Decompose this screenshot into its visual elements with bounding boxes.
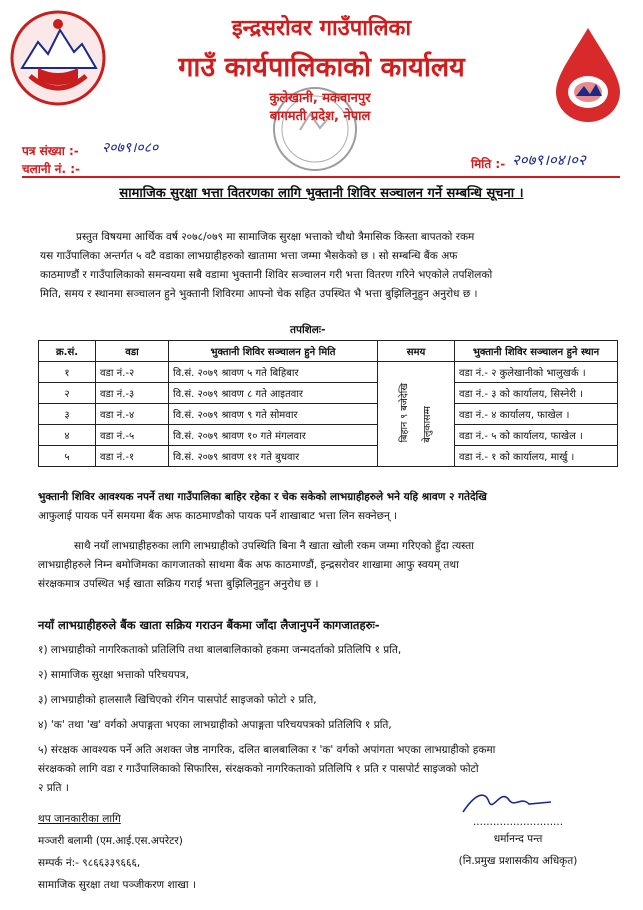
time-text: बिहान ९ बजेदेखि: [398, 382, 410, 443]
notice-line: आफुलाई पायक पर्ने समयमा बैंक अफ काठमाण्डौको पायक पर्ने शाखाबाट भत्ता लिन सक्नेछन् ।: [38, 510, 398, 522]
list-item: ३) लाभग्राहीको हालसालै खिचिएको रंगिन पासपोर्ट साइजको फोटो २ प्रति,: [38, 694, 317, 706]
office-name: गाउँ कार्यपालिकाको कार्यालय: [178, 52, 465, 83]
notice-subject: सामाजिक सुरक्षा भत्ता वितरणका लागि भुक्तानी शिविर सञ्चालन गर्ने सम्बन्धि सूचना ।: [119, 186, 524, 201]
list-item-line: २ प्रति ।: [38, 782, 69, 794]
date-cell: वि.सं. २०७९ श्रावण ८ गते आइतवार: [169, 383, 378, 404]
date-cell: वि.सं. २०७९ श्रावण १० गते मंगलवार: [169, 425, 378, 446]
office-address-line1: कुलेखानी, मकवानपुर: [269, 91, 371, 106]
ward-cell: वडा नं.-२: [96, 362, 169, 383]
column-header: क्र.सं.: [39, 341, 96, 362]
intro-line: मिति, समय र स्थानमा सञ्चालन हुने भुक्तानी शिविरमा आफ्नो चेक सहित उपस्थित भै भत्ता बुझिलिनुहुन अनुरोध छ ।: [40, 288, 478, 300]
place-cell: वडा नं.- २ कुलेखानीको भालुखर्क ।: [455, 362, 618, 383]
contact-section: सामाजिक सुरक्षा तथा पञ्जीकरण शाखा ।: [38, 879, 196, 891]
dispatch-number-label: चलानी नं. :-: [22, 162, 80, 176]
serial-cell: ३: [39, 404, 96, 425]
payment-notice-paragraph: [38, 488, 614, 526]
contact-heading: थप जानकारीका लागि: [38, 813, 121, 825]
serial-cell: ५: [39, 446, 96, 467]
intro-line: यस गाउँपालिका अन्तर्गत ५ वटै वडाका लाभग्राहीहरुको खातामा भत्ता जम्मा भैसकेको छ । सो सम्बन्धि बैंक अफ: [40, 250, 458, 262]
place-cell: वडा नं.- ५ को कार्यालय, फाखेल ।: [455, 425, 618, 446]
date-cell: वि.सं. २०७९ श्रावण ५ गते बिहिबार: [169, 362, 378, 383]
list-item: २) सामाजिक सुरक्षा भत्ताको परिचयपत्र,: [38, 669, 189, 681]
table-row: [39, 446, 618, 467]
place-cell: वडा नं.- ३ को कार्यालय, सिस्नेरी ।: [455, 383, 618, 404]
intro-paragraph: [40, 228, 612, 304]
header-divider: [22, 176, 620, 178]
intro-line: काठमाण्डौं र गाउँपालिकाको समन्वयमा सबै वडामा भुक्तानी शिविर सञ्चालन गरी भत्ता वितरण गरिने भएकोले तपशिलको: [40, 269, 493, 281]
time-text: बेलुकासम्म: [422, 405, 434, 443]
contact-phone: सम्पर्क नं:- ९८६६३३९६६६,: [38, 857, 141, 869]
table-row: [39, 425, 618, 446]
reference-number-label: पत्र संख्या :-: [22, 144, 79, 158]
time-cell: [378, 362, 455, 467]
notice-line: लाभग्राहीहरुले निम्न बमोजिमका कागजातको साथमा बैंक अफ काठमाण्डौं, इन्द्रसरोवर शाखामा आफु स्वयम् तथा: [38, 559, 459, 571]
date-cell: वि.सं. २०७९ श्रावण ९ गते सोमवार: [169, 404, 378, 425]
ward-cell: वडा नं.-३: [96, 383, 169, 404]
documents-list: [38, 641, 614, 798]
signatory-title: (नि.प्रमुख प्रशासकीय अधिकृत): [458, 855, 578, 867]
office-address-line2: बागमती प्रदेश, नेपाल: [269, 109, 371, 124]
municipality-logo: [548, 24, 628, 124]
notice-line: संरक्षकमात्र उपस्थित भई खाता सक्रिय गराई भत्ता बुझिलिनुहुन अनुरोध छ ।: [38, 578, 319, 590]
schedule-heading: तपशिलः-: [290, 324, 326, 336]
table-row: [39, 404, 618, 425]
notice-line: भुक्तानी शिविर आवश्यक नपर्ने तथा गाउँपालिका बाहिर रहेका र चेक सकेको लाभग्राहीहरुले भने यहि श्रावण २ गतेदेखि: [38, 491, 487, 503]
ward-cell: वडा नं.-५: [96, 425, 169, 446]
table-row: [39, 362, 618, 383]
table-row: [39, 383, 618, 404]
signatory-block: [418, 818, 618, 870]
place-cell: वडा नं.- ४ कार्यालय, फाखेल ।: [455, 404, 618, 425]
signature-dots: ...........................: [472, 816, 564, 828]
table-header-row: [39, 341, 618, 362]
signatory-name: धर्मानन्द पन्त: [493, 833, 543, 845]
notice-line: साथै नयाँ लाभग्राहीहरुका लागि लाभग्राहीको उपस्थिति बिना नै खाता खोली रकम जम्मा गरिएको हुँदा त्यस्ता: [74, 540, 474, 552]
date-cell: वि.सं. २०७९ श्रावण ११ गते बुधवार: [169, 446, 378, 467]
column-header: भुक्तानी शिविर सञ्चालन हुने स्थान: [455, 341, 618, 362]
date-value: २०७९।०४।०२: [512, 151, 586, 169]
ward-cell: वडा नं.-१: [96, 446, 169, 467]
list-item-line: संरक्षकको लागि वडा र गाउँपालिकाको सिफारिस, संरक्षकको नागरिकताको प्रतिलिपि १ प्रति र पासपोर्ट साइजको फोटो: [38, 763, 479, 775]
schedule-table: [38, 340, 618, 467]
contact-name: मञ्जरी बलामी (एम.आई.एस.अपरेटर): [38, 835, 183, 847]
contact-block: [38, 810, 338, 894]
serial-cell: २: [39, 383, 96, 404]
new-beneficiary-paragraph: [38, 537, 614, 594]
ward-cell: वडा नं.-४: [96, 404, 169, 425]
nepal-emblem-logo: [8, 8, 108, 108]
column-header: भुक्तानी शिविर सञ्चालन हुने मिति: [169, 341, 378, 362]
list-item-line: ५) संरक्षक आवश्यक पर्ने अति अशक्त जेष्ठ नागरिक, दलित बालबालिका र 'क' वर्गको अपांगता भएका लाभग्राहीको हकमा: [38, 744, 496, 756]
reference-number-value: २०७९।०८०: [102, 140, 159, 156]
intro-line: प्रस्तुत विषयमा आर्थिक वर्ष २०७८/०७९ मा सामाजिक सुरक्षा भत्ताको चौथो त्रैमासिक किस्ता बापतको रकम: [76, 231, 475, 243]
serial-cell: ४: [39, 425, 96, 446]
list-item: १) लाभग्राहीको नागरिकताको प्रतिलिपि तथा बालबालिकाको हकमा जन्मदर्ताको प्रतिलिपि १ प्रति,: [38, 644, 402, 656]
list-item: ४) 'क' तथा 'ख' वर्गको अपाङ्गता भएका लाभग्राहीको अपाङ्गता परिचयपत्रको प्रतिलिपि १ प्रति,: [38, 719, 392, 731]
municipality-name: इन्द्रसरोवर गाउँपालिका: [231, 16, 412, 41]
column-header: वडा: [96, 341, 169, 362]
documents-heading: नयाँ लाभग्राहीहरुले बैंक खाता सक्रिय गराउन बैंकमा जाँदा लैजानुपर्ने कागजातहरुः-: [38, 618, 380, 632]
serial-cell: १: [39, 362, 96, 383]
column-header: समय: [378, 341, 455, 362]
date-label: मिति :-: [471, 157, 506, 171]
place-cell: वडा नं.- १ को कार्यालय, मार्खु ।: [455, 446, 618, 467]
